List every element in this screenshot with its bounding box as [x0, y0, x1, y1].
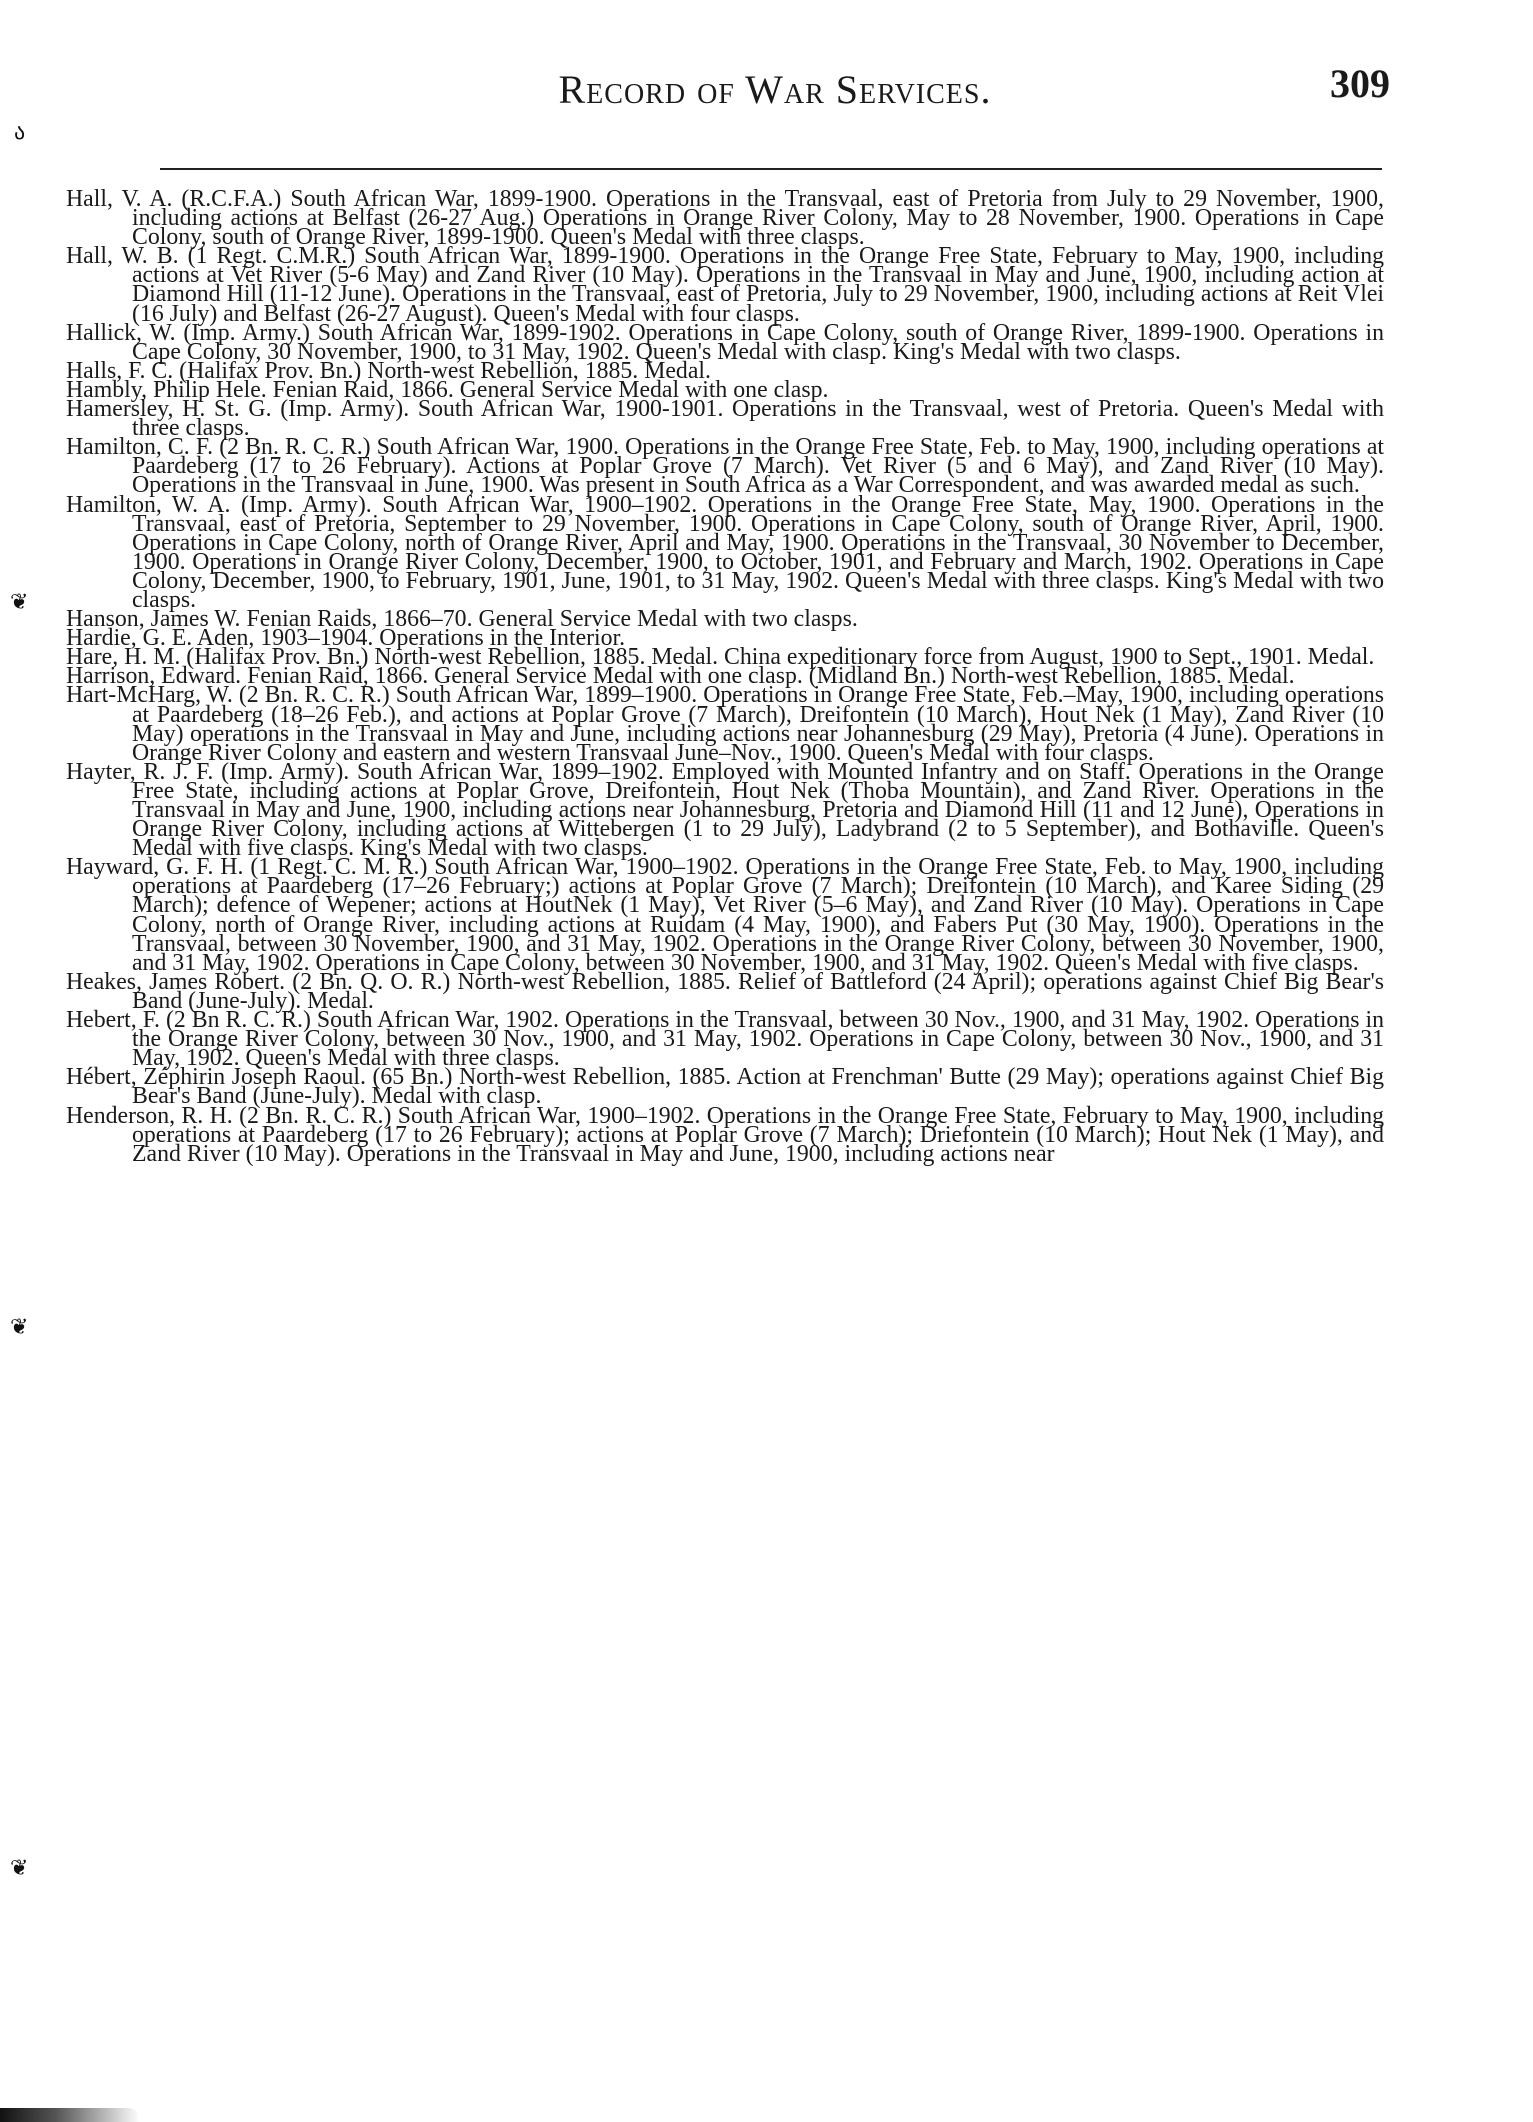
entry-name: Hamersley, H. St. G. [66, 396, 272, 423]
header-rule [160, 168, 1382, 170]
entry-name: Hebert, F. [66, 1007, 160, 1034]
entry-text: Fenian Raid, 1866. General Service Medal with one clasp. (Midland Bn.) North-west Rebellion, 1885. Medal. [247, 663, 1295, 690]
entry-text: (Halifax Prov. Bn.) North-west Rebellion, 1885. Medal. [179, 357, 711, 384]
entry-text: Fenian Raids, 1866–70. General Service Medal with two clasps. [246, 606, 858, 633]
entry-name: Hayward, G. F. H. [66, 854, 244, 881]
margin-mark: ❦ [10, 1856, 29, 1881]
record-entry [66, 243, 1385, 327]
entry-name: Hare, H. M. [66, 644, 181, 671]
record-entry [66, 1007, 1384, 1072]
entry-name: Hall, W. B. [66, 243, 179, 270]
entry-name: Hallick, W. [66, 319, 176, 346]
entry-text: Fenian Raid, 1866. General Service Medal with one clasp. [272, 376, 829, 403]
entry-name: Hébert, Zéphirin Joseph Raoul. [66, 1064, 366, 1091]
entry-name: Hart-McHarg, W. [66, 682, 233, 709]
entry-text: (Imp. Army). South African War, 1899–1902. Employed with Mounted Infantry and on Staff. Operations in the Orange Free State, including actions at Poplar Grove, Dreifontein, Hout Nek (Thoba Mountain), and Zand River. Operations in the Transvaal in May and June, 1900, including actions near Johannesburg, Pretoria and Diamond Hill (11 and 12 June), Operations in Orange River Colony, including actions at Wittebergen (1 to 29 July), Ladybrand (2 to 5 September), and Bothaville. Queen's Medal with five clasps. King's Medal with two clasps. [132, 758, 1384, 862]
record-entry [66, 1102, 1385, 1167]
scan-smudge [0, 2108, 140, 2122]
margin-mark: ა [14, 120, 26, 145]
entry-name: Henderson, R. H. [66, 1102, 233, 1129]
entry-name: Hall, V. A. [66, 186, 173, 212]
record-entry [66, 968, 1384, 1014]
entries-list [66, 186, 1385, 1167]
record-entry [66, 396, 1385, 442]
page-header [160, 58, 1390, 118]
entry-text: Aden, 1903–1904. Operations in the Interior. [196, 625, 626, 652]
entry-text: (Halifax Prov. Bn.) North-west Rebellion, 1885. Medal. China expeditionary force from August, 1900 to Sept., 1901. Medal. [186, 644, 1375, 671]
margin-mark: ❦ [10, 1315, 29, 1340]
entry-name: Halls, F. C. [66, 357, 174, 384]
entry-name: Harrison, Edward. [66, 663, 242, 690]
page-number: 309 [1330, 61, 1390, 106]
entry-text: (2 Bn. R. C. R.) South African War, 1900–1902. Operations in the Orange Free State, February to May, 1900, including operations at Paardeberg (17 to 26 February); actions at Poplar Grove (7 March); Driefontein (10 March); Hout Nek (1 May), and Zand River (10 May). Operations in the Transvaal in May and June, 1900, including actions near [132, 1102, 1385, 1167]
record-entry [66, 758, 1384, 862]
entry-text: (2 Bn. R. C. R.) South African War, 1900. Operations in the Orange Free State, Feb. to May, 1900, including operations at Paardeberg (17 to 26 February). Actions at Poplar Grove (7 March). Vet River (5 and 6 May), and Zand River (10 May). Operations in the Transvaal in June, 1900. Was present in South Africa as a War Correspondent, and was awarded medal as such. [132, 434, 1385, 499]
running-title: Record of War Services. [558, 67, 992, 112]
entry-name: Hanson, James W. [66, 606, 241, 633]
entry-name: Hamilton, C. F. [66, 434, 214, 461]
record-entry [66, 186, 1384, 251]
record-entry [66, 491, 1384, 613]
margin-mark: ❦ [10, 590, 29, 615]
entry-name: Heakes, James Robert. [66, 968, 286, 995]
entry-text: (2 Bn R. C. R.) South African War, 1902. Operations in the Transvaal, between 30 Nov., 1900, and 31 May, 1902. Operations in the Orange River Colony, between 30 Nov., 1900, and 31 May, 1902. Operations in Cape Colony, between 30 Nov., 1900, and 31 May, 1902. Queen's Medal with three clasps. [132, 1007, 1384, 1072]
entry-text: (Imp. Army.) South African War, 1899-1902. Operations in Cape Colony, south of Orange River, 1899-1900. Operations in Cape Colony, 30 November, 1900, to 31 May, 1902. Queen's Medal with clasp. King's Medal with two clasps. [132, 319, 1384, 365]
entry-text: (2 Bn. Q. O. R.) North-west Rebellion, 1885. Relief of Battleford (24 April); operations against Chief Big Bear's Band (June-July). Medal. [132, 968, 1384, 1014]
record-entry [66, 854, 1385, 976]
record-entry [66, 319, 1384, 365]
entry-name: Hambly, Philip Hele. [66, 376, 267, 403]
entry-text: (1 Regt. C. M. R.) South African War, 1900–1902. Operations in the Orange Free State, Feb. to May, 1900, including operations at Paardeberg (17–26 February;) actions at Poplar Grove (7 March); Dreifontein (10 March), and Karee Siding (29 March); defence of Wepener; actions at HoutNek (1 May), Vet River (5–6 May), and Zand River (10 May). Operations in Cape Colony, north of Orange River, including actions at Ruidam (4 May, 1900), and Fabers Put (30 May, 1900). Operations in the Transvaal, between 30 November, 1900, and 31 May, 1902. Operations in the Orange River Colony, between 30 November, 1900, and 31 May, 1902. Operations in Cape Colony, between 30 November, 1900, and 31 May, 1902. Queen's Medal with five clasps. [132, 854, 1385, 976]
entry-text: (Imp. Army). South African War, 1900–1902. Operations in the Orange Free State, May, 1900. Operations in the Transvaal, east of Pretoria, September to 29 November, 1900. Operations in Cape Colony, south of Orange River, April, 1900. Operations in Cape Colony, north of Orange River, April and May, 1900. Operations in the Transvaal, 30 November to December, 1900. Operations in Orange River Colony, December, 1900, to October, 1901, and February and March, 1902. Operations in Cape Colony, December, 1900, to February, 1901, June, 1901, to 31 May, 1902. Queen's Medal with three clasps. King's Medal with two clasps. [132, 491, 1384, 613]
entry-text: (65 Bn.) North-west Rebellion, 1885. Action at Frenchman' Butte (29 May); operations against Chief Big Bear's Band (June-July). Medal with clasp. [132, 1064, 1385, 1110]
record-entry [66, 434, 1385, 499]
entry-name: Hardie, G. E. [66, 625, 193, 652]
entry-text: (Imp. Army). South African War, 1900-1901. Operations in the Transvaal, west of Pretoria. Queen's Medal with three clasps. [132, 396, 1385, 442]
entry-text: (1 Regt. C.M.R.) South African War, 1899-1900. Operations in the Orange Free State, February to May, 1900, including actions at Vet River (5-6 May) and Zand River (10 May). Operations in the Transvaal in May and June, 1900, including action at Diamond Hill (11-12 June). Operations in the Transvaal, east of Pretoria, July to 29 November, 1900, including actions at Reit Vlei (16 July) and Belfast (26-27 August). Queen's Medal with four clasps. [132, 243, 1385, 327]
entry-name: Hayter, R. J. F. [66, 758, 214, 785]
entry-text: (R.C.F.A.) South African War, 1899-1900. Operations in the Transvaal, east of Pretoria from July to 29 November, 1900, including actions at Belfast (26-27 Aug.) Operations in Orange River Colony, May to 28 November, 1900. Operations in Cape Colony, south of Orange River, 1899-1900. Queen's Medal with three clasps. [132, 186, 1384, 251]
entry-text: (2 Bn. R. C. R.) South African War, 1899–1900. Operations in Orange Free State, Feb.–May, 1900, including operations at Paardeberg (18–26 Feb.), and actions at Poplar Grove (7 March), Dreifontein (10 March), Hout Nek (1 May), Zand River (10 May) operations in the Transvaal in May and June, including actions near Johannesburg (29 May), Pretoria (4 June). Operations in Orange River Colony and eastern and western Transvaal June–Nov., 1900. Queen's Medal with four clasps. [132, 682, 1385, 766]
record-entry [66, 1064, 1385, 1110]
entry-name: Hamilton, W. A. [66, 491, 231, 518]
record-entry [66, 682, 1385, 766]
